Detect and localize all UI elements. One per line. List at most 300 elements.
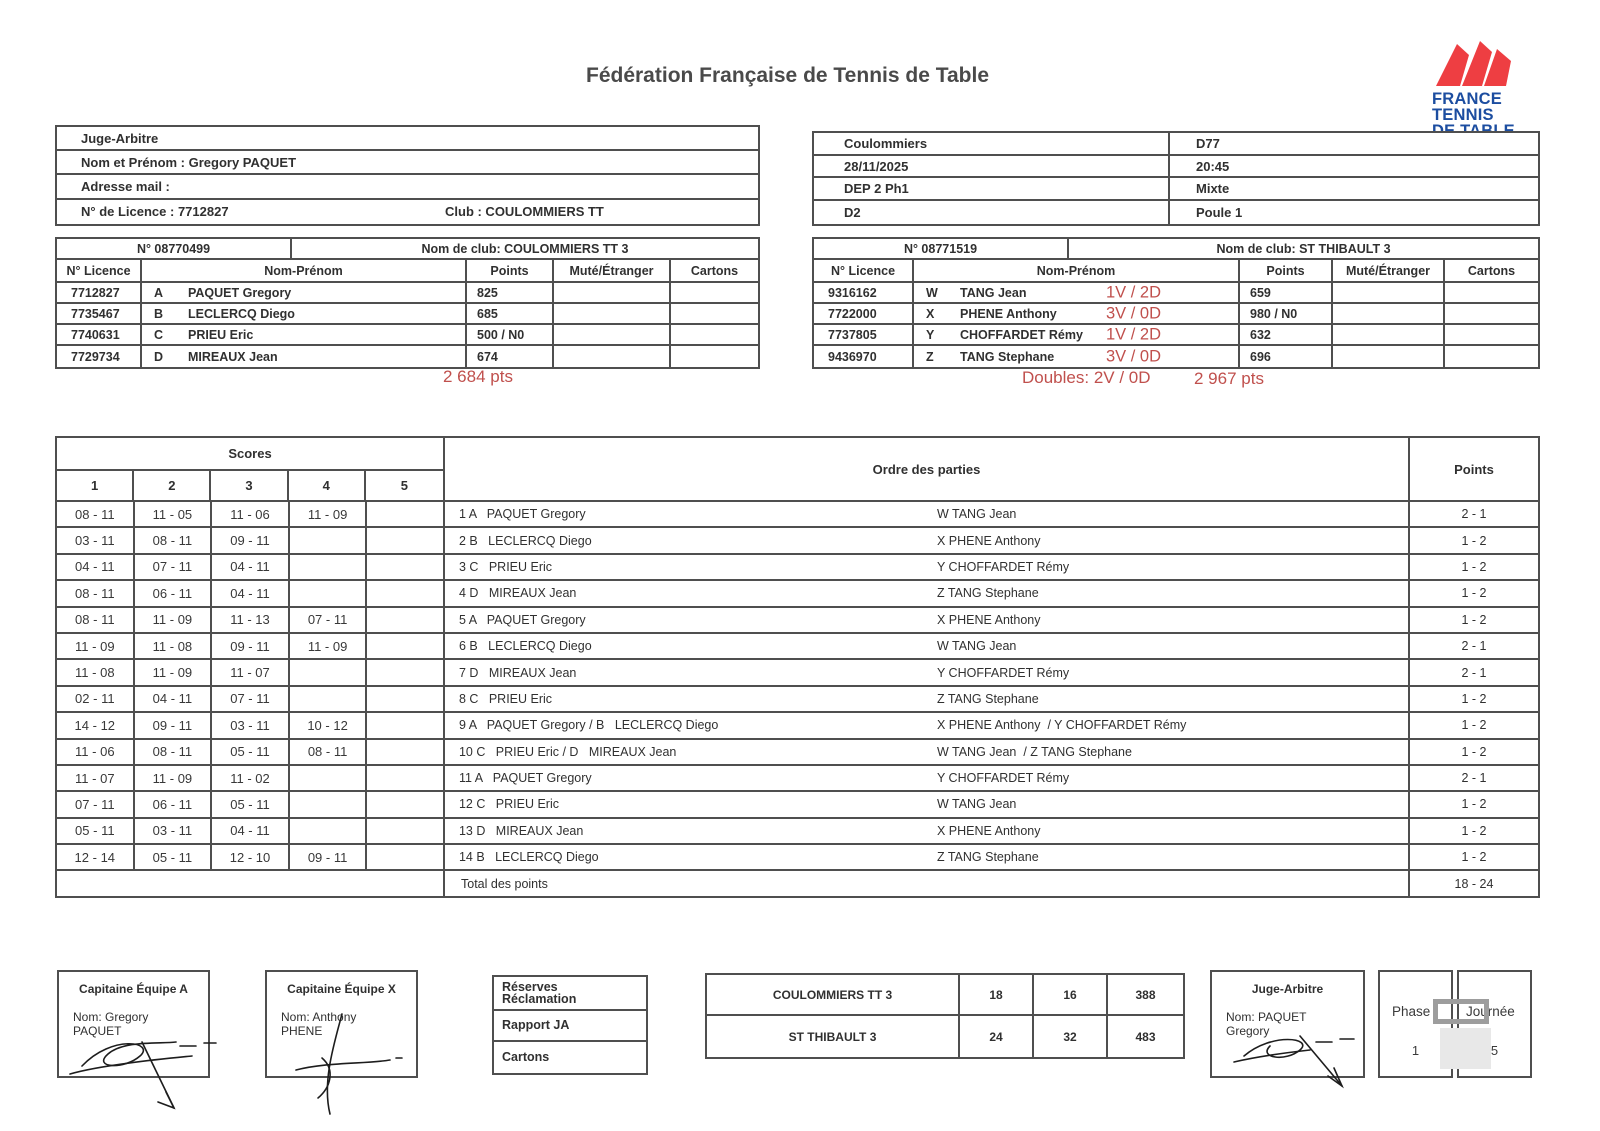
match-row: [57, 660, 1538, 686]
game-score-cell: [367, 845, 445, 869]
player-points: 825: [467, 283, 554, 302]
score-home: 04: [230, 585, 245, 601]
score-away: 09: [177, 612, 193, 628]
score-dash: -: [166, 506, 178, 522]
player-letter: W: [926, 285, 938, 300]
game-score-cell: [367, 819, 445, 843]
totals-c3: 388: [1135, 987, 1156, 1002]
judge-title: Juge-Arbitre: [1251, 982, 1324, 996]
set-col-5: 5: [400, 478, 409, 493]
score-home: 07: [230, 691, 245, 707]
match-points-cell: 2 - 1: [1461, 771, 1487, 786]
score-home: 09: [230, 533, 245, 549]
game-score-cell: [290, 581, 368, 605]
col-header-name: Nom-Prénom: [914, 260, 1240, 281]
player-mute-cell: [554, 325, 671, 344]
game-score-cell: [290, 528, 368, 552]
signature-captain-a: [62, 1018, 232, 1118]
game-score-cell: [135, 528, 213, 552]
player-name: LECLERCQ Diego: [188, 306, 295, 321]
player-mute-cell: [554, 283, 671, 302]
score-away: 11: [101, 559, 115, 575]
score-dash: -: [89, 691, 102, 707]
score-home: 04: [152, 691, 168, 707]
player-licence: 7740631: [57, 325, 142, 344]
player-name-cell: [914, 283, 1240, 302]
game-score-cell: [367, 713, 445, 737]
signature-judge: [1228, 1014, 1378, 1104]
score-away: 11: [256, 823, 270, 839]
total-row: [57, 871, 1538, 896]
score-home: 07: [152, 559, 168, 575]
game-score-cell: [290, 792, 368, 816]
match-order-cell: [445, 634, 1410, 658]
player-letter: Y: [926, 327, 935, 342]
match-away-player: X PHENE Anthony: [936, 533, 1041, 548]
score-away: 11: [178, 849, 193, 865]
game-score-cell: [135, 766, 213, 790]
page-title: Fédération Française de Tennis de Table: [586, 64, 989, 87]
cartons-cell: Cartons: [502, 1050, 550, 1065]
player-name: PAQUET Gregory: [188, 285, 292, 300]
rapport-ja-cell: Rapport JA: [494, 1011, 646, 1042]
match-away-player: Z TANG Stephane: [936, 850, 1039, 865]
player-result-annotation: 3V / 0D: [1106, 347, 1162, 365]
score-home: 02: [75, 691, 90, 707]
player-mute-cell: [554, 304, 671, 323]
match-home-player: 12 C PRIEU Eric: [458, 797, 559, 812]
score-away: 06: [100, 744, 115, 760]
game-score-cell: [367, 766, 445, 790]
game-score-cell: [212, 845, 290, 869]
game-score-cell: [212, 819, 290, 843]
score-home: 11: [75, 770, 89, 786]
score-dash: -: [89, 506, 102, 522]
game-score-cell: [57, 634, 135, 658]
match-date: 28/11/2025: [814, 156, 1170, 177]
score-dash: -: [88, 744, 101, 760]
match-away-player: Y CHOFFARDET Rémy: [936, 665, 1070, 680]
score-home: 08: [75, 612, 90, 628]
score-away: 08: [177, 638, 193, 654]
score-home: 14: [74, 717, 90, 733]
match-row: [57, 792, 1538, 818]
match-department: D77: [1196, 135, 1220, 151]
score-home: 08: [75, 585, 90, 601]
game-score-cell: [367, 687, 445, 711]
player-name: CHOFFARDET Rémy: [960, 327, 1083, 342]
score-away: 11: [256, 796, 270, 812]
score-away: 11: [101, 823, 115, 839]
player-row: [57, 346, 758, 367]
referee-licence: N° de Licence : 7712827: [81, 204, 229, 220]
player-cartons-cell: [671, 283, 758, 302]
player-result-annotation: 1V / 2D: [1106, 283, 1162, 301]
match-order-cell: [445, 502, 1410, 526]
captain-a-name-line2: PAQUET: [73, 1024, 122, 1038]
total-label: Total des points: [445, 871, 1410, 896]
player-name-cell: [142, 346, 467, 367]
team-away-total-points-annotation: 2 967 pts: [1194, 369, 1264, 388]
reserves-cell: [494, 977, 646, 1011]
game-score-cell: [135, 819, 213, 843]
match-info-row: [814, 201, 1538, 224]
totals-club: COULOMMIERS TT 3: [707, 975, 960, 1014]
match-points-cell: 1 - 2: [1461, 744, 1487, 759]
match-points-cell: 1 - 2: [1461, 850, 1487, 865]
game-score-cell: [290, 555, 368, 579]
score-away: 11: [178, 796, 193, 812]
match-away-player: Z TANG Stephane: [936, 691, 1039, 706]
score-away: 11: [101, 533, 115, 549]
match-away-player: W TANG Jean: [936, 797, 1017, 812]
set-number-row: [57, 471, 443, 500]
score-away: 11: [101, 796, 115, 812]
game-score-cell: [290, 766, 368, 790]
match-row: [57, 581, 1538, 607]
game-score-cell: [290, 713, 368, 737]
player-licence: 7729734: [57, 346, 142, 367]
totals-rows: [707, 975, 1183, 1057]
game-score-cell: [135, 713, 213, 737]
match-away-player: W TANG Jean / Z TANG Stephane: [936, 744, 1132, 759]
captain-x-name-line1: Nom: Anthony: [281, 1010, 357, 1024]
totals-table: [705, 973, 1185, 1059]
captain-x-name-line2: PHENE: [281, 1024, 323, 1038]
game-score-cell: [57, 608, 135, 632]
game-score-cell: [57, 792, 135, 816]
match-home-player: 4 D MIREAUX Jean: [458, 586, 577, 601]
game-score-cell: [135, 845, 213, 869]
player-points: 696: [1240, 346, 1333, 367]
team-home-header1: [57, 239, 758, 260]
player-mute-cell: [1333, 283, 1445, 302]
referee-name: Nom et Prénom : Gregory PAQUET: [57, 151, 758, 175]
score-home: 11: [230, 770, 244, 786]
game-score-cell: [57, 502, 135, 526]
match-away-player: Y CHOFFARDET Rémy: [936, 771, 1070, 786]
score-home: 11: [152, 665, 167, 681]
score-home: 08: [307, 744, 323, 760]
game-score-cell: [367, 555, 445, 579]
player-licence: 7737805: [814, 325, 914, 344]
match-info-row: [814, 133, 1538, 156]
score-dash: -: [244, 744, 257, 760]
score-table: [55, 436, 1540, 898]
team-away-club-name: Nom de club: ST THIBAULT 3: [1216, 241, 1391, 256]
score-home: 11: [152, 638, 167, 654]
game-score-cell: [290, 608, 368, 632]
player-letter: C: [154, 327, 164, 342]
score-away: 09: [332, 506, 348, 522]
score-dash: -: [244, 823, 257, 839]
game-score-cell: [367, 792, 445, 816]
score-home: 03: [230, 717, 245, 733]
game-score-cell: [290, 502, 368, 526]
player-mute-cell: [1333, 304, 1445, 323]
match-order-cell: [445, 608, 1410, 632]
referee-club: Club : COULOMMIERS TT: [445, 204, 604, 220]
score-home: 07: [75, 796, 90, 812]
score-away: 10: [255, 849, 271, 865]
match-home-player: 11 A PAQUET Gregory: [458, 771, 592, 786]
score-dash: -: [89, 849, 101, 865]
score-dash: -: [244, 691, 257, 707]
player-licence: 7722000: [814, 304, 914, 323]
score-home: 04: [75, 559, 90, 575]
signature-captain-x: [278, 1008, 408, 1120]
match-points-cell: 1 - 2: [1461, 823, 1487, 838]
score-away: 11: [101, 585, 115, 601]
match-points-cell: 1 - 2: [1461, 533, 1487, 548]
totals-c1: 18: [960, 975, 1034, 1014]
phase-label: Phase: [1392, 1004, 1431, 1019]
score-away: 11: [101, 612, 115, 628]
score-dash: -: [167, 717, 179, 733]
score-away: 11: [178, 823, 193, 839]
game-score-cell: [367, 740, 445, 764]
game-score-cell: [57, 713, 135, 737]
score-away: 05: [177, 506, 193, 522]
match-away-player: Z TANG Stephane: [936, 586, 1039, 601]
match-row: [57, 766, 1538, 792]
game-score-cell: [135, 792, 213, 816]
game-score-cell: [290, 819, 368, 843]
match-home-player: 7 D MIREAUX Jean: [458, 665, 577, 680]
match-home-player: 5 A PAQUET Gregory: [458, 612, 586, 627]
score-home: 04: [230, 823, 245, 839]
player-name: MIREAUX Jean: [188, 349, 278, 364]
score-table-header: [57, 438, 1538, 502]
score-dash: -: [167, 585, 179, 601]
match-home-player: 9 A PAQUET Gregory / B LECLERCQ Diego: [458, 718, 719, 733]
player-result-annotation: 1V / 2D: [1106, 325, 1162, 343]
game-score-cell: [212, 528, 290, 552]
total-value: 18 - 24: [1454, 876, 1494, 891]
match-home-player: 10 C PRIEU Eric / D MIREAUX Jean: [458, 744, 677, 759]
player-letter: A: [154, 285, 164, 300]
game-score-cell: [290, 660, 368, 684]
match-home-player: 6 B LECLERCQ Diego: [458, 639, 592, 654]
score-away: 09: [177, 770, 193, 786]
score-away: 11: [178, 717, 193, 733]
col-header-name: Nom-Prénom: [142, 260, 467, 281]
score-away: 11: [256, 638, 270, 654]
col-header-mute: Muté/Étranger: [1333, 260, 1445, 281]
doubles-annotation: Doubles: 2V / 0D: [1022, 368, 1151, 387]
match-time: 20:45: [1196, 158, 1230, 174]
match-away-player: X PHENE Anthony: [936, 612, 1041, 627]
score-dash: -: [166, 770, 178, 786]
match-row: [57, 528, 1538, 554]
points-header-label: Points: [1454, 461, 1494, 477]
score-dash: -: [243, 506, 256, 522]
score-away: 12: [100, 717, 116, 733]
player-cartons-cell: [671, 346, 758, 367]
score-dash: -: [167, 559, 179, 575]
set-col-3: 3: [211, 471, 288, 500]
score-home: 05: [230, 796, 245, 812]
match-order-cell: [445, 528, 1410, 552]
match-info-row: [814, 178, 1538, 201]
score-dash: -: [244, 533, 257, 549]
match-home-player: 1 A PAQUET Gregory: [458, 507, 586, 522]
score-away: 11: [178, 691, 193, 707]
player-cartons-cell: [1445, 325, 1538, 344]
player-cartons-cell: [1445, 304, 1538, 323]
player-letter: Z: [926, 349, 934, 364]
col-header-licence: N° Licence: [814, 260, 914, 281]
match-away-player: W TANG Jean: [936, 507, 1017, 522]
player-letter: B: [154, 306, 164, 321]
match-home-player: 14 B LECLERCQ Diego: [458, 850, 599, 865]
team-table-home: [55, 237, 760, 369]
score-dash: -: [89, 585, 102, 601]
score-away: 11: [256, 744, 270, 760]
fftt-logo-icon: [1432, 40, 1516, 86]
totals-c2: 32: [1034, 1016, 1108, 1057]
match-row: [57, 687, 1538, 713]
match-info-box: [812, 131, 1540, 226]
game-score-cell: [57, 528, 135, 552]
phase-value: 1: [1411, 1043, 1420, 1058]
score-home: 12: [74, 849, 90, 865]
score-home: 03: [152, 823, 168, 839]
referee-email: Adresse mail :: [57, 175, 758, 199]
referee-licence-row: [57, 200, 758, 224]
score-dash: -: [166, 665, 178, 681]
player-row: [57, 304, 758, 325]
game-score-cell: [367, 502, 445, 526]
score-dash: -: [166, 612, 178, 628]
score-home: 05: [75, 823, 90, 839]
score-away: 11: [178, 585, 193, 601]
match-order-cell: [445, 687, 1410, 711]
player-cartons-cell: [1445, 346, 1538, 367]
match-row: [57, 845, 1538, 871]
captain-a-title: Capitaine Équipe A: [79, 982, 188, 996]
match-poule: Poule 1: [1196, 204, 1243, 220]
score-away: 11: [101, 506, 115, 522]
match-home-player: 8 C PRIEU Eric: [458, 691, 553, 706]
score-dash: -: [244, 638, 257, 654]
score-away: 11: [178, 744, 193, 760]
score-home: 09: [307, 849, 323, 865]
col-header-points: Points: [1240, 260, 1333, 281]
match-points-cell: 2 - 1: [1461, 665, 1487, 680]
game-score-cell: [135, 608, 213, 632]
player-points: 980 / N0: [1240, 304, 1333, 323]
game-score-cell: [57, 687, 135, 711]
col-header-points: Points: [467, 260, 554, 281]
player-licence: 9436970: [814, 346, 914, 367]
game-score-cell: [212, 740, 290, 764]
score-away: 11: [178, 533, 193, 549]
score-dash: -: [167, 849, 179, 865]
game-score-cell: [367, 660, 445, 684]
score-dash: -: [321, 506, 333, 522]
referee-info-box: [55, 125, 760, 226]
score-away: 11: [256, 717, 270, 733]
game-score-cell: [57, 581, 135, 605]
player-name: PRIEU Eric: [188, 327, 254, 342]
score-home: 08: [152, 533, 168, 549]
score-dash: -: [89, 796, 102, 812]
game-score-cell: [57, 660, 135, 684]
match-row: [57, 502, 1538, 528]
grey-outline-box: [1433, 999, 1489, 1024]
match-location: Coulommiers: [814, 133, 1170, 154]
player-row: [814, 346, 1538, 367]
score-away: 14: [100, 849, 116, 865]
score-dash: -: [88, 638, 101, 654]
match-order-cell: [445, 581, 1410, 605]
match-home-player: 2 B LECLERCQ Diego: [458, 533, 592, 548]
score-home: 11: [307, 638, 322, 654]
match-division: DEP 2 Ph1: [814, 178, 1170, 199]
score-away: 09: [332, 638, 348, 654]
match-points-cell: 2 - 1: [1461, 639, 1487, 654]
score-away: 11: [178, 559, 193, 575]
game-score-cell: [135, 740, 213, 764]
match-row: [57, 713, 1538, 739]
score-home: 09: [152, 717, 168, 733]
match-points-cell: 1 - 2: [1461, 586, 1487, 601]
match-row: [57, 634, 1538, 660]
player-row: [57, 325, 758, 346]
team-home-players: [57, 283, 758, 367]
match-points-cell: 1 - 2: [1461, 691, 1487, 706]
score-away: 06: [255, 506, 270, 522]
score-away: 07: [255, 665, 270, 681]
score-dash: -: [89, 823, 102, 839]
score-home: 11: [152, 612, 167, 628]
match-order-cell: [445, 713, 1410, 737]
player-name-cell: [914, 346, 1240, 367]
game-score-cell: [212, 555, 290, 579]
player-letter: X: [926, 306, 935, 321]
player-points: 632: [1240, 325, 1333, 344]
game-score-cell: [57, 845, 135, 869]
reserves-line1: Réserves: [502, 979, 558, 994]
fftt-logo: [1432, 40, 1518, 139]
player-licence: 7712827: [57, 283, 142, 302]
score-dash: -: [167, 744, 179, 760]
score-home: 05: [230, 744, 245, 760]
score-away: 11: [256, 585, 270, 601]
game-score-cell: [367, 581, 445, 605]
score-home: 11: [152, 770, 167, 786]
score-home: 05: [152, 849, 168, 865]
player-name: TANG Stephane: [960, 349, 1055, 364]
player-cartons-cell: [1445, 283, 1538, 302]
totals-row: [707, 1016, 1183, 1057]
player-row: [814, 304, 1538, 325]
team-table-away: [812, 237, 1540, 369]
judge-name-line1: Nom: PAQUET: [1226, 1010, 1307, 1024]
game-score-cell: [212, 792, 290, 816]
score-away: 07: [100, 770, 115, 786]
team-away-players: [814, 283, 1538, 367]
game-score-cell: [212, 713, 290, 737]
game-score-cell: [212, 608, 290, 632]
player-points: 500 / N0: [467, 325, 554, 344]
match-level: D2: [814, 201, 1170, 224]
col-header-mute: Muté/Étranger: [554, 260, 671, 281]
game-score-cell: [290, 740, 368, 764]
match-points-cell: 2 - 1: [1461, 507, 1487, 522]
score-dash: -: [243, 770, 256, 786]
